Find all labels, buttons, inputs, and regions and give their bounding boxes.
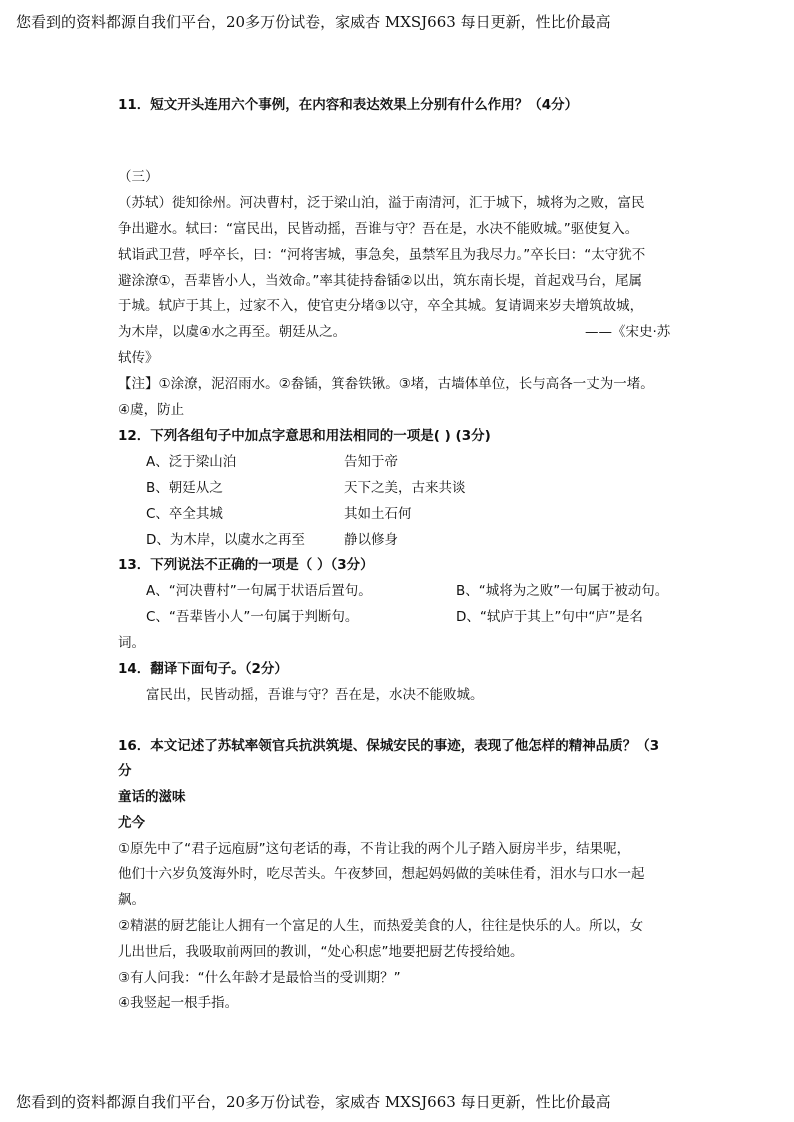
option-c-compare: 其如土石何	[344, 506, 412, 522]
option-d: D、为木岸，以虞水之再至	[146, 532, 305, 548]
question-12-stem: 12．下列各组句子中加点字意思和用法相同的一项是( ) (3分)	[118, 428, 491, 444]
question-14-stem: 14．翻译下面句子。（2分）	[118, 661, 288, 677]
question-11: 11．短文开头连用六个事例，在内容和表达效果上分别有什么作用？（4分）	[118, 97, 579, 113]
essay-line: 他们十六岁负笈海外时，吃尽苦头。午夜梦回，想起妈妈做的美味佳肴，泪水与口水一起	[118, 866, 645, 882]
option-a-compare: 告知于帝	[344, 454, 398, 470]
option-b: B、朝廷从之	[146, 480, 223, 496]
note-line: ④虞，防止	[118, 402, 185, 418]
essay-line: ③有人问我：“什么年龄才是最恰当的受训期？”	[118, 970, 401, 986]
essay-line: 儿出世后，我吸取前两回的教训，“处心积虑”地要把厨艺传授给她。	[118, 944, 524, 960]
passage-line: 轼诣武卫营，呼卒长，曰：“河将害城，事急矣，虽禁军且为我尽力。”卒长曰：“太守犹不	[118, 247, 646, 263]
option-b: B、“城将为之败”一句属于被动句。	[456, 583, 669, 599]
passage-line: 为木岸，以虞④水之再至。朝廷从之。	[118, 324, 347, 340]
footer-banner: 您看到的资料都源自我们平台，20多万份试卷，家威杏 MXSJ663 每日更新，性比价最高	[16, 1093, 611, 1111]
passage-line: 争出避水。轼曰：“富民出，民皆动摇，吾谁与守？吾在是，水决不能败城。”驱使复入。	[118, 221, 639, 237]
question-16-cont: 分	[118, 763, 132, 779]
passage-line: 于城。轼庐于其上，过家不入，使官吏分堵③以守，卒全其城。复请调来岁夫增筑故城，	[118, 298, 644, 314]
essay-title: 童话的滋味	[118, 789, 186, 805]
option-b-compare: 天下之美，古来共谈	[344, 480, 466, 496]
header-banner: 您看到的资料都源自我们平台，20多万份试卷，家威杏 MXSJ663 每日更新，性比价最高	[16, 13, 611, 31]
essay-author: 尤今	[118, 815, 145, 831]
option-d-compare: 静以修身	[344, 532, 398, 548]
option-d-cont: 词。	[118, 635, 145, 651]
passage-line: 避涂潦①，吾辈皆小人，当效命。”率其徒持畚锸②以出，筑东南长堤，首起戏马台，尾属	[118, 273, 642, 289]
option-d: D、“轼庐于其上”句中“庐”是名	[456, 609, 643, 625]
section-heading: （三）	[118, 169, 159, 185]
translation-sentence: 富民出，民皆动摇，吾谁与守？吾在是，水决不能败城。	[146, 687, 484, 703]
passage-source: ——《宋史·苏	[585, 324, 671, 340]
passage-line: （苏轼）徙知徐州。河决曹村，泛于梁山泊，溢于南清河，汇于城下，城将为之败，富民	[118, 195, 645, 211]
essay-line: ①原先中了“君子远庖厨”这句老话的毒，不肯让我的两个儿子踏入厨房半步，结果呢，	[118, 841, 631, 857]
option-c: C、“吾辈皆小人”一句属于判断句。	[146, 609, 359, 625]
essay-line: ②精湛的厨艺能让人拥有一个富足的人生，而热爱美食的人，往往是快乐的人。所以，女	[118, 918, 644, 934]
passage-source-cont: 轼传》	[118, 350, 159, 366]
note-line: 【注】①涂潦，泥沼雨水。②畚锸，箕畚铁锹。③堵，古墙体单位，长与高各一丈为一堵。	[118, 376, 654, 392]
question-13-stem: 13．下列说法不正确的一项是（ ）（3分）	[118, 557, 374, 573]
essay-line: ④我竖起一根手指。	[118, 995, 239, 1011]
option-c: C、卒全其城	[146, 506, 223, 522]
question-16-stem: 16．本文记述了苏轼率领官兵抗洪筑堤、保城安民的事迹，表现了他怎样的精神品质？（3	[118, 738, 660, 754]
essay-line: 飙。	[118, 892, 145, 908]
option-a: A、泛于梁山泊	[146, 454, 237, 470]
option-a: A、“河决曹村”一句属于状语后置句。	[146, 583, 372, 599]
